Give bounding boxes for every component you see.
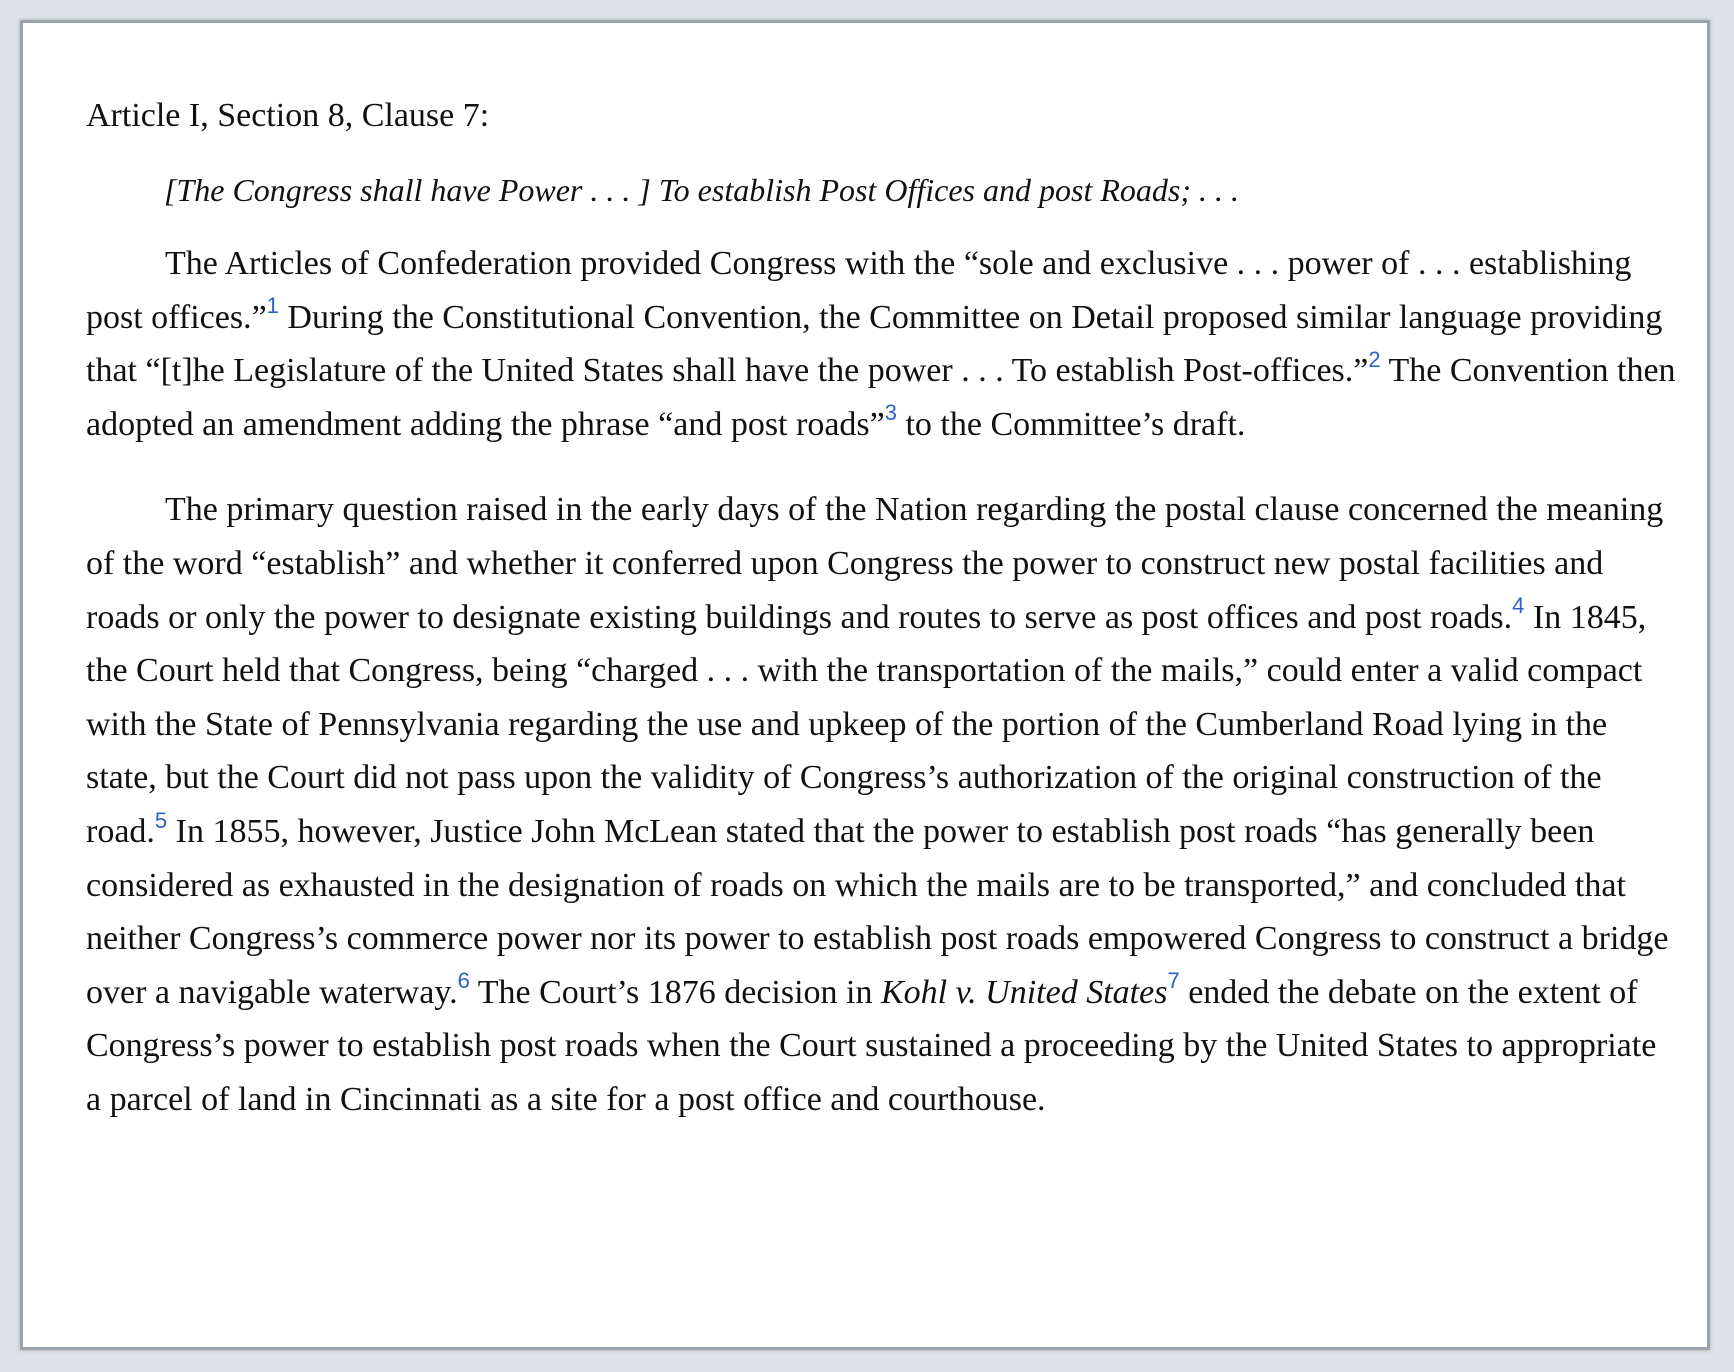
document-content (86, 89, 1676, 1127)
paragraph-text: The Convention then adopted an amendment adding the phrase “and post roads” (86, 352, 1676, 443)
clause-heading: Article I, Section 8, Clause 7: (86, 97, 490, 134)
paragraph-text: In 1845, the Court held that Congress, being “charged . . . with the transportation of the mails,” could enter a valid compact with the State of Pennsylvania regarding the use and upkeep of the portion of the Cumberland Road lying in the state, but the Court did not pass upon the validity of Congress’s authorization of the original construction of the road. (86, 598, 1647, 850)
clause-quote: [The Congress shall have Power . . . ] To establish Post Offices and post Roads; . . . (164, 172, 1239, 208)
case-name: Kohl v. United States (880, 973, 1168, 1011)
paragraph-text: During the Constitutional Convention, the Committee on Detail proposed similar language providing that “[t]he Legislature of the United States shall have the power . . . To establish Post-offices.” (86, 298, 1663, 390)
paragraph-history (86, 237, 1676, 451)
footnote-link-4[interactable]: 4 (1512, 593, 1525, 619)
document-page (20, 20, 1710, 1350)
paragraph-text: The primary question raised in the early days of the Nation regarding the postal clause concerned the meaning of the word “establish” and whether it conferred upon Congress the power to construct new postal facilities and roads or only the power to designate existing buildings and routes to serve as post offices and post roads. (86, 491, 1664, 636)
footnote-link-3[interactable]: 3 (884, 400, 897, 426)
footnote-link-2[interactable]: 2 (1368, 346, 1381, 372)
footnote-link-5[interactable]: 5 (154, 807, 168, 833)
footnote-link-7[interactable]: 7 (1167, 968, 1180, 994)
paragraph-text: ended the debate on the extent of Congress’s power to establish post roads when the Court sustained a proceeding by the United States to appropriate a parcel of land in Cincinnati as a site for a post office and courthouse. (86, 973, 1657, 1118)
paragraph-text: to the Committee’s draft. (896, 405, 1246, 443)
paragraph-text: In 1855, however, Justice John McLean stated that the power to establish post roads “has generally been considered as exhausted in the designation of roads on which the mails are to be transported,” and concluded that neither Congress’s commerce power nor its power to establish post roads empowered Congress to construct a bridge over a navigable waterway. (86, 812, 1669, 1011)
footnote-link-1[interactable]: 1 (266, 293, 279, 319)
paragraph-text: The Court’s 1876 decision in (469, 973, 881, 1011)
paragraph-text: The Articles of Confederation provided Congress with the “sole and exclusive . . . power of . . . establishing post offices.” (86, 245, 1632, 336)
paragraph-interpretation (86, 483, 1676, 1126)
footnote-link-6[interactable]: 6 (457, 968, 470, 994)
